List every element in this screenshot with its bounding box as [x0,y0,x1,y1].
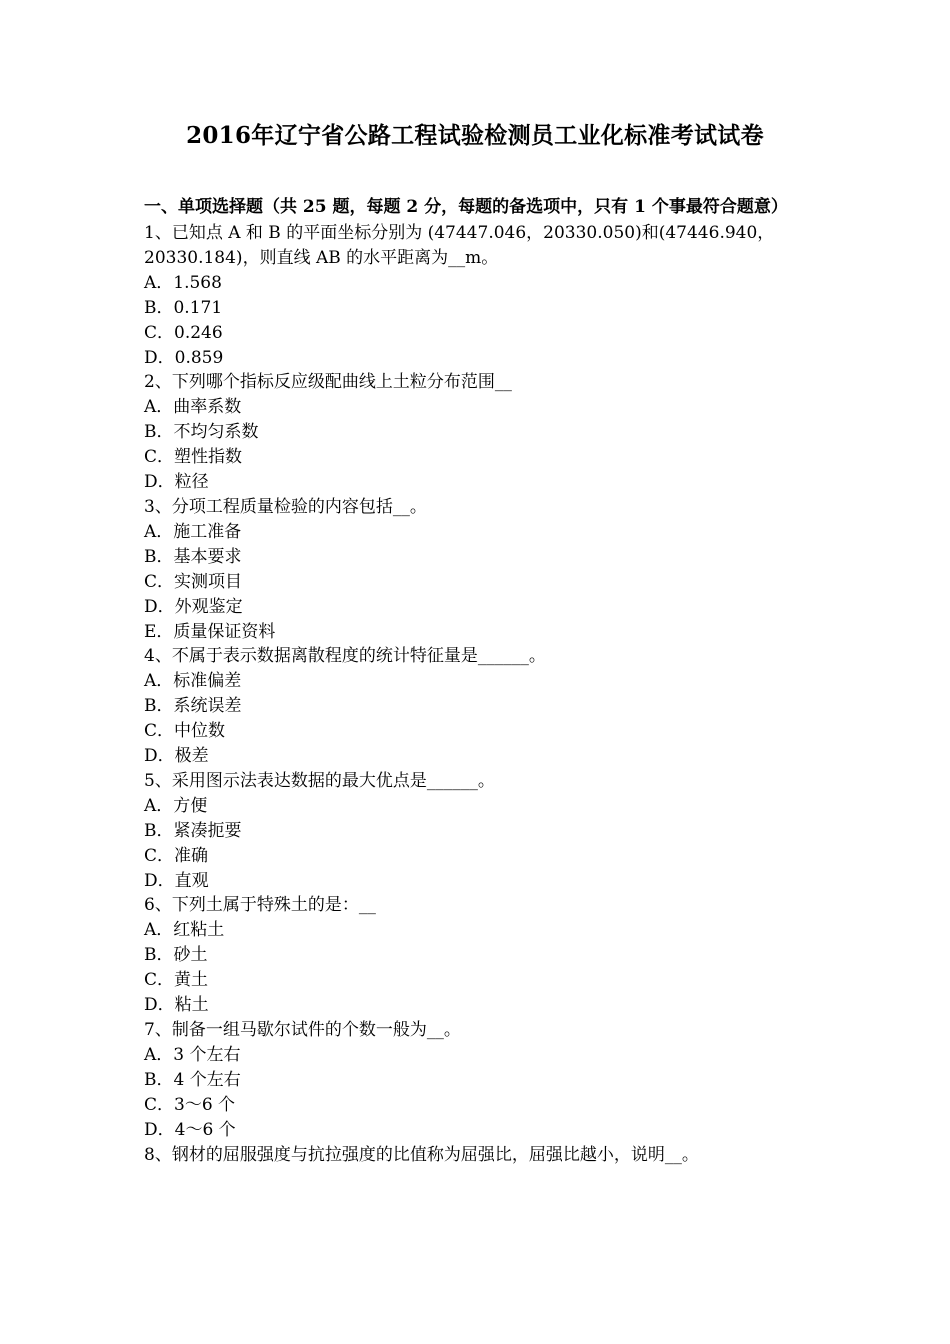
answer-option: B．砂土 [144,945,208,966]
question-list [144,221,816,1167]
answer-option: C．实测项目 [144,571,243,592]
answer-option: D．直观 [144,870,209,891]
question-5 [144,769,816,894]
question-stem: 5、采用图示法表达数据的最大优点是______。 [144,770,495,791]
question-4 [144,644,816,769]
question-stem: 3、分项工程质量检验的内容包括__。 [144,496,427,517]
answer-option: C．0.246 [144,322,223,343]
question-stem: 7、制备一组马歇尔试件的个数一般为__。 [144,1020,461,1040]
answer-option: A．1.568 [144,272,222,293]
answer-option: A．曲率系数 [144,397,242,418]
answer-option: B．紧凑扼要 [144,820,242,841]
question-8 [144,1143,816,1168]
answer-option: C．塑性指数 [144,447,243,468]
answer-option: B．基本要求 [144,546,242,567]
document-title: 2016年辽宁省公路工程试验检测员工业化标准考试试卷 [186,122,764,149]
answer-option: B．4 个左右 [144,1069,241,1090]
answer-option: B．系统误差 [144,696,242,717]
answer-option: B．0.171 [144,297,223,318]
question-stem: 6、下列土属于特殊土的是：__ [144,895,376,916]
question-stem: 4、不属于表示数据离散程度的统计特征量是______。 [144,646,546,667]
question-6 [144,893,816,1018]
document-body [144,196,816,1167]
question-1 [144,221,816,370]
question-stem: 8、钢材的屈服强度与抗拉强度的比值称为屈强比，屈强比越小，说明__。 [144,1144,699,1165]
answer-option: A．方便 [144,795,208,816]
answer-option: A．红粘土 [144,920,225,941]
answer-option: D．粘土 [144,995,209,1016]
question-2 [144,370,816,495]
answer-option: C．中位数 [144,721,226,742]
question-7 [144,1018,816,1143]
answer-option: D．粒径 [144,472,209,493]
question-3 [144,495,816,644]
answer-option: D．外观鉴定 [144,596,243,617]
answer-option: E．质量保证资料 [144,621,276,642]
question-stem: 2、下列哪个指标反应级配曲线上土粒分布范围__ [144,372,512,393]
answer-option: A．3 个左右 [144,1044,241,1065]
answer-option: D．极差 [144,746,209,767]
answer-option: B．不均匀系数 [144,422,259,443]
answer-option: C．黄土 [144,970,209,991]
question-stem: 1、已知点 A 和 B 的平面坐标分别为 (47447.046，20330.050)和(47446.940，20330.184)，则直线 AB 的水平距离为__m。 [144,223,775,268]
answer-option: D．0.859 [144,347,224,368]
answer-option: D．4～6 个 [144,1119,236,1140]
answer-option: C．3～6 个 [144,1094,236,1115]
answer-option: A．标准偏差 [144,671,242,692]
answer-option: C．准确 [144,845,209,866]
answer-option: A．施工准备 [144,521,242,542]
section-heading: 一、单项选择题（共 25 题，每题 2 分，每题的备选项中，只有 1 个事最符合题意） [144,197,788,217]
